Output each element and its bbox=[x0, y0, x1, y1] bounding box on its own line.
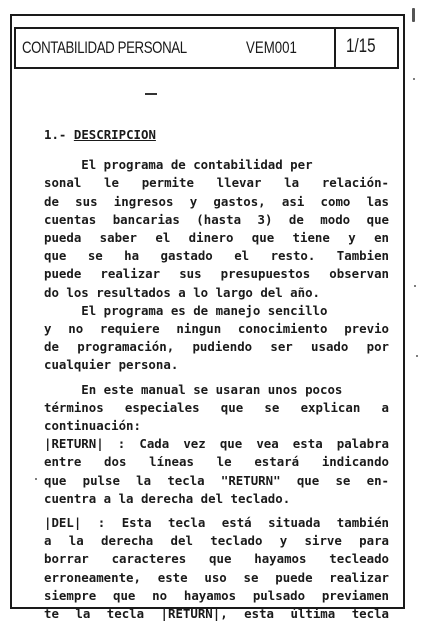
page-number: 1/15 bbox=[346, 36, 376, 57]
text-line: El programa de contabilidad per bbox=[44, 157, 313, 173]
text-line: En este manual se usaran unos pocos bbox=[44, 381, 343, 397]
text-line: puede realizar sus presupuestos observan bbox=[44, 266, 389, 282]
paragraph-del-key bbox=[44, 514, 389, 623]
scan-speck bbox=[412, 8, 415, 22]
section-title: DESCRIPCION bbox=[73, 127, 156, 142]
text-line: erroneamente, este uso se puede realizar bbox=[44, 569, 389, 585]
section-heading bbox=[44, 126, 389, 144]
section-number: 1.- bbox=[44, 127, 67, 142]
paragraph-1 bbox=[44, 156, 389, 302]
document-body bbox=[44, 126, 389, 623]
text-line: cuentas bancarias (hasta 3) de modo que bbox=[44, 211, 389, 227]
text-line: do los resultados a lo largo del año. bbox=[44, 284, 321, 300]
text-line: pueda saber el dinero que tiene y en bbox=[44, 230, 389, 246]
text-line: entre dos líneas le estará indicando bbox=[44, 454, 389, 470]
text-line: continuación: bbox=[44, 418, 141, 434]
text-line: cualquier persona. bbox=[44, 357, 179, 373]
document-title: CONTABILIDAD PERSONAL bbox=[22, 38, 187, 57]
text-line: a la derecha del teclado y sirve para bbox=[44, 533, 389, 549]
text-line: siempre que no hayamos pulsado previamen bbox=[44, 587, 389, 603]
text-line: cuentra a la derecha del teclado. bbox=[44, 490, 291, 506]
paragraph-3 bbox=[44, 381, 389, 436]
header-divider bbox=[334, 27, 336, 69]
document-header bbox=[14, 27, 399, 69]
decorative-dash bbox=[145, 93, 157, 95]
text-line: El programa es de manejo sencillo bbox=[44, 302, 328, 318]
text-line: que se ha gastado el resto. Tambien bbox=[44, 248, 389, 264]
text-line: términos especiales que se explican a bbox=[44, 399, 389, 415]
paragraph-return-key bbox=[44, 435, 389, 508]
scan-speck bbox=[416, 355, 418, 357]
text-line: |RETURN| : Cada vez que vea esta palabra bbox=[44, 436, 389, 452]
text-line: |DEL| : Esta tecla está situada también bbox=[44, 515, 389, 531]
text-line: te la tecla |RETURN|, esta última tecla bbox=[44, 606, 389, 622]
text-line: sonal le permite llevar la relación- bbox=[44, 175, 389, 191]
scan-speck bbox=[413, 78, 415, 80]
text-line: que pulse la tecla "RETURN" que se en- bbox=[44, 472, 389, 488]
text-line: de programación, pudiendo ser usado por bbox=[44, 339, 389, 355]
scan-speck bbox=[35, 478, 37, 480]
paragraph-2 bbox=[44, 302, 389, 375]
text-line: borrar caracteres que hayamos tecleado bbox=[44, 551, 389, 567]
text-line: de sus ingresos y gastos, asi como las bbox=[44, 193, 389, 209]
text-line: y no requiere ningun conocimiento previo bbox=[44, 321, 389, 337]
scan-speck bbox=[414, 285, 416, 287]
document-code: VEM001 bbox=[246, 38, 297, 57]
